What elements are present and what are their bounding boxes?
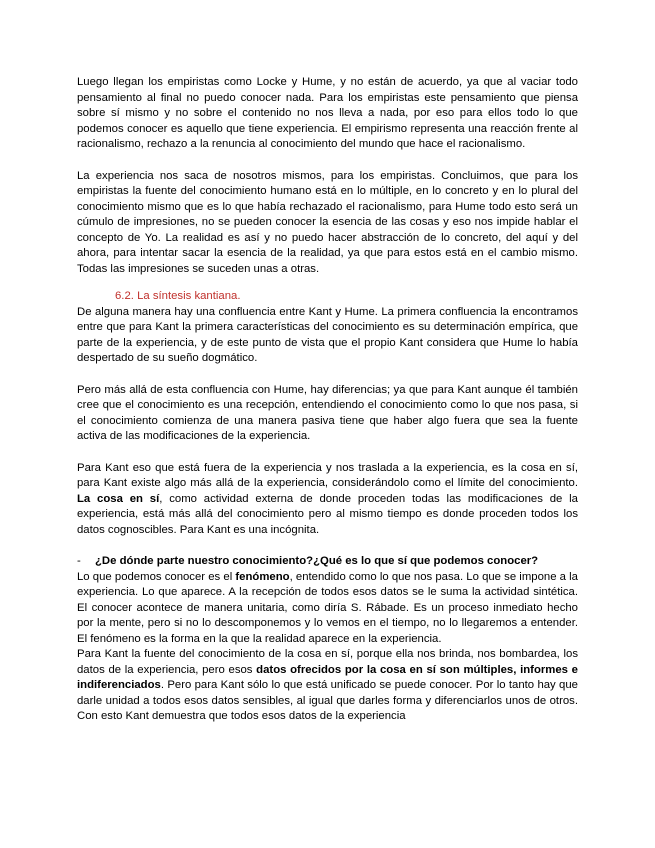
paragraph-fenomeno <box>77 570 578 648</box>
paragraph-empiristas-intro: Luego llegan los empiristas como Locke y Hume, y no están de acuerdo, ya que al vaciar todo pensamiento al final no puedo conocer nada. Para los empiristas este pensamiento que piensa sobre sí mismo y no sobre el contenido no nos lleva a nada, por eso para ellos todo lo que podemos conocer es aquello que tiene experiencia. El empirismo representa una reacción frente al racionalismo, rechazo a la renuncia al conocimiento del mundo que hace el racionalismo. <box>77 76 578 150</box>
text-run: Lo que podemos conocer es el <box>77 570 236 583</box>
bullet-question <box>77 554 578 570</box>
text-run: . Pero para Kant sólo lo que está unificado se puede conocer. Por lo tanto hay que darle unidad a todos esos datos sensibles, al igual que darles forma y diferenciarlos unos de otros. Con esto Kant demuestra que todos esos datos de la experiencia <box>77 679 578 722</box>
paragraph-spacer <box>77 538 578 554</box>
text-run: , entendido como lo que nos pasa. Lo que se impone a la experiencia. Lo que aparece. A la recepción de todos esos datos se le suma la actividad sintética. El conocer acontece de manera unitaria, como diría S. Rábade. Es un proceso inmediato hecho por la mente, pero si no lo descomponemos y lo vemos en el tiempo, no lo llegaremos a entender. El fenómeno es la forma en la que la realidad aparece en la experiencia. <box>77 570 578 645</box>
paragraph-spacer <box>77 445 578 461</box>
paragraph-spacer <box>77 367 578 383</box>
paragraph-cosa-en-si <box>77 461 578 539</box>
section-heading: 6.2. La síntesis kantiana. <box>115 290 241 302</box>
bold-term-cosa-en-si: La cosa en sí <box>77 492 160 505</box>
paragraph-fuente-conocimiento <box>77 647 578 725</box>
paragraph-confluencia: De alguna manera hay una confluencia entre Kant y Hume. La primera confluencia la encontramos entre que para Kant la primera características del conocimiento es su determinación empírica, que parte de la experiencia, y de este punto de vista que el propio Kant considera que Hume lo había despertado de su sueño dogmático. <box>77 305 578 364</box>
text-run: Para Kant eso que está fuera de la experiencia y nos traslada a la experiencia, es la cosa en sí, para Kant existe algo más allá de la experiencia, considerándolo como el límite del conocimiento. <box>77 461 578 489</box>
text-run: Para Kant la fuente del conocimiento de la cosa en sí, porque ella nos brinda, nos bombardea, los datos de la experiencia, pero esos <box>77 648 578 676</box>
bold-term-fenomeno: fenómeno <box>235 570 290 583</box>
document-page <box>77 75 578 725</box>
question-text: ¿De dónde parte nuestro conocimiento?¿Qué es lo que sí que podemos conocer? <box>95 555 539 567</box>
paragraph-spacer <box>77 277 578 289</box>
text-run: , como actividad externa de donde proceden todas las modificaciones de la experiencia, está más allá del conocimiento pero al mismo tiempo es donde proceden todos los datos cognoscibles. Para Kant es una incógnita. <box>77 492 578 536</box>
paragraph-spacer <box>77 153 578 169</box>
bold-datos-ofrecidos: datos ofrecidos por la cosa en sí son múltiples, informes e indiferenciados <box>77 663 578 691</box>
paragraph-diferencias: Pero más allá de esta confluencia con Hume, hay diferencias; ya que para Kant aunque él también cree que el conocimiento es una recepción, entendiendo el conocimiento como lo que nos pasa, si el conocimiento comienza de una manera pasiva tiene que haber algo fuera que sea la fuente activa de las modificaciones de la experiencia. <box>77 383 578 442</box>
bullet-dash: - <box>77 555 81 567</box>
paragraph-experiencia: La experiencia nos saca de nosotros mismos, para los empiristas. Concluimos, que para los empiristas la fuente del conocimiento humano está en lo múltiple, en lo concreto y en lo plural del conocimiento mismo que es lo que había rechazado el racionalismo, para Hume todo esto será un cúmulo de impresiones, no se pueden conocer la esencia de las cosas y eso nos impide hablar el concepto de Yo. La realidad es así y no puedo hacer abstracción de lo concreto, del aquí y del ahora, para intentar sacar la esencia de la realidad, ya que para estos está en el cambio mismo. Todas las impresiones se suceden unas a otras. <box>77 169 578 275</box>
